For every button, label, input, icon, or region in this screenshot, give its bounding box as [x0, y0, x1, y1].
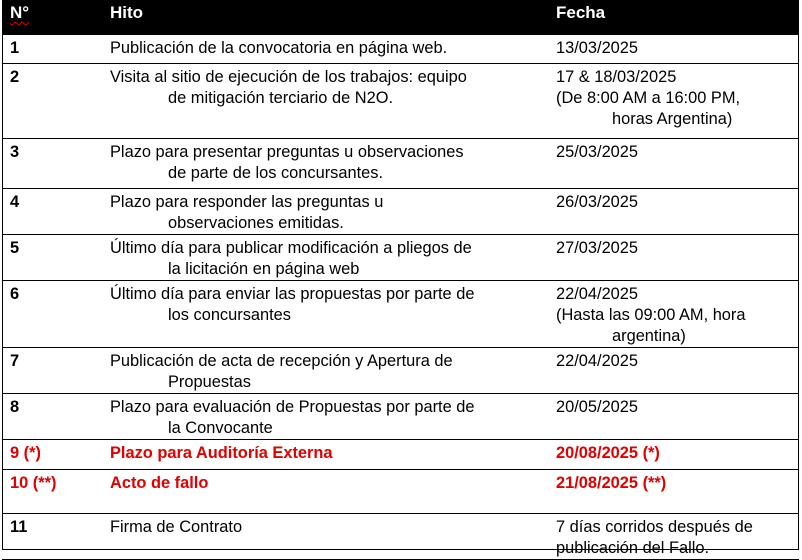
date-line-1: 13/03/2025: [556, 39, 639, 57]
table-row: [2, 280, 799, 347]
table-row: [2, 234, 799, 280]
milestone-line-2: la licitación en página web: [168, 259, 360, 278]
row-number: 3: [2, 138, 102, 188]
date-line-1: 20/08/2025 (*): [556, 443, 660, 462]
milestone-line-1: Acto de fallo: [110, 473, 209, 492]
milestone-line-2: la Convocante: [168, 418, 273, 437]
date-line-1: 25/03/2025: [556, 142, 639, 161]
milestone-line-1: Plazo para presentar preguntas u observaciones: [110, 142, 464, 161]
row-milestone: [102, 138, 548, 188]
milestone-line-1: Plazo para evaluación de Propuestas por parte de: [110, 397, 475, 416]
row-number: 9 (*): [2, 439, 102, 469]
header-row: [2, 0, 799, 35]
row-number: 7: [2, 347, 102, 393]
table-row: [2, 439, 799, 469]
date-line-1: 22/04/2025: [556, 284, 639, 303]
row-milestone: [102, 439, 548, 469]
table-row: [2, 138, 799, 188]
milestones-table: [2, 0, 799, 560]
row-milestone: [102, 188, 548, 234]
date-line-3: horas Argentina): [612, 109, 733, 128]
milestone-line-2: de mitigación terciario de N2O.: [168, 88, 394, 107]
date-line-1: 7 días corridos después de: [556, 517, 753, 536]
row-number: 8: [2, 393, 102, 439]
table-row: [2, 63, 799, 138]
row-date: [548, 35, 799, 63]
row-date: [548, 63, 799, 138]
date-line-1: 17 & 18/03/2025: [556, 67, 677, 86]
header-number: N°: [10, 3, 30, 22]
row-milestone: [102, 393, 548, 439]
table-row: [2, 393, 799, 439]
header-milestone: Hito: [110, 3, 144, 22]
milestone-line-1: Plazo para Auditoría Externa: [110, 443, 333, 462]
milestone-line-1: Plazo para responder las preguntas u: [110, 192, 384, 211]
milestone-line-2: Propuestas: [168, 372, 251, 391]
milestone-line-1: Visita al sitio de ejecución de los trabajos: equipo: [110, 67, 467, 86]
row-milestone: [102, 347, 548, 393]
table-header: [2, 0, 799, 35]
row-milestone: [102, 513, 548, 559]
row-date: [548, 347, 799, 393]
milestone-line-2: de parte de los concursantes.: [168, 163, 384, 182]
row-number: 1: [2, 35, 102, 63]
table-row: [2, 188, 799, 234]
date-line-1: 21/08/2025 (**): [556, 473, 667, 492]
row-milestone: [102, 35, 548, 63]
row-date: [548, 393, 799, 439]
row-date: [548, 280, 799, 347]
milestone-line-1: Firma de Contrato: [110, 517, 243, 536]
row-number: 2: [2, 63, 102, 138]
header-date: Fecha: [556, 3, 606, 22]
table-body: [2, 35, 799, 559]
date-line-1: 27/03/2025: [556, 238, 639, 257]
row-number: 4: [2, 188, 102, 234]
row-date: [548, 138, 799, 188]
row-milestone: [102, 234, 548, 280]
milestone-line-2: observaciones emitidas.: [168, 213, 344, 232]
table-row: [2, 513, 799, 559]
table-row: [2, 469, 799, 513]
row-number: 11: [2, 513, 102, 559]
row-date: [548, 439, 799, 469]
milestone-line-1: Publicación de acta de recepción y Apertura de: [110, 351, 453, 370]
date-line-1: 22/04/2025: [556, 351, 639, 370]
table-row: [2, 35, 799, 63]
row-number: 5: [2, 234, 102, 280]
row-milestone: [102, 280, 548, 347]
row-date: [548, 469, 799, 513]
date-line-1: 20/05/2025: [556, 397, 639, 416]
milestone-line-1: Publicación de la convocatoria en página web.: [110, 39, 448, 57]
row-milestone: [102, 63, 548, 138]
row-milestone: [102, 469, 548, 513]
milestone-line-1: Último día para publicar modificación a pliegos de: [110, 238, 472, 257]
milestone-line-2: los concursantes: [168, 305, 291, 324]
row-number: 10 (**): [2, 469, 102, 513]
table-row: [2, 347, 799, 393]
date-line-3: argentina): [612, 326, 686, 345]
row-number: 6: [2, 280, 102, 347]
date-line-2: (Hasta las 09:00 AM, hora: [556, 305, 746, 324]
row-date: [548, 188, 799, 234]
date-line-2: publicación del Fallo.: [556, 538, 710, 557]
row-date: [548, 513, 799, 559]
date-line-2: (De 8:00 AM a 16:00 PM,: [556, 88, 741, 107]
milestone-line-1: Último día para enviar las propuestas por parte de: [110, 284, 475, 303]
date-line-1: 26/03/2025: [556, 192, 639, 211]
row-date: [548, 234, 799, 280]
